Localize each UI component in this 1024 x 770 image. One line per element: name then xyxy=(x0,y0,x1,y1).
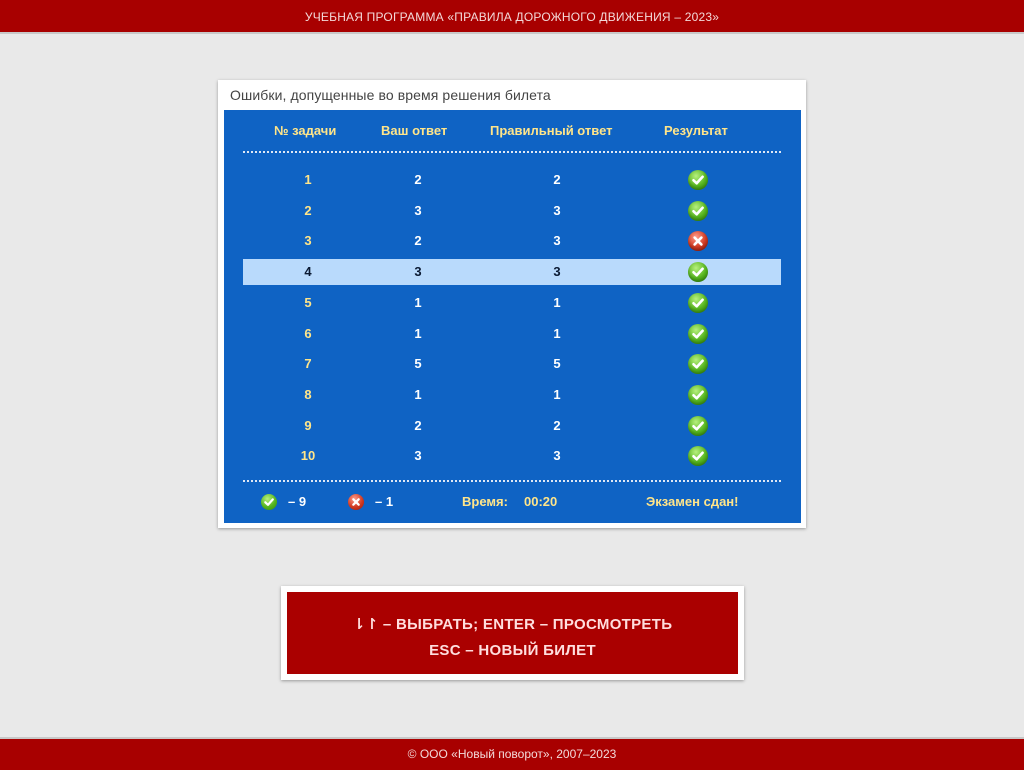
controls-hint-new-ticket: ESC – НОВЫЙ БИЛЕТ xyxy=(429,642,596,659)
controls-hint-panel xyxy=(287,592,738,674)
correct-answer: 2 xyxy=(553,172,561,187)
controls-box xyxy=(281,586,744,680)
correct-answer: 3 xyxy=(553,448,561,463)
task-number: 8 xyxy=(304,387,312,402)
your-answer: 3 xyxy=(414,448,422,463)
time-label: Время: xyxy=(462,494,508,509)
header-divider xyxy=(243,151,781,153)
wrong-summary-icon xyxy=(348,494,364,510)
correct-answer: 3 xyxy=(553,233,561,248)
table-row[interactable] xyxy=(243,382,781,408)
check-circle-icon xyxy=(688,354,708,374)
task-number: 6 xyxy=(304,326,312,341)
check-circle-icon xyxy=(688,262,708,282)
cross-circle-icon xyxy=(688,231,708,251)
check-circle-icon xyxy=(688,324,708,344)
your-answer: 1 xyxy=(414,326,422,341)
check-circle-icon xyxy=(688,201,708,221)
exam-status: Экзамен сдан! xyxy=(646,494,739,509)
correct-summary-icon xyxy=(261,494,277,510)
table-row[interactable] xyxy=(243,321,781,347)
check-circle-icon xyxy=(688,293,708,313)
correct-answer: 1 xyxy=(553,295,561,310)
table-row[interactable] xyxy=(243,259,781,285)
copyright: © ООО «Новый поворот», 2007–2023 xyxy=(407,747,617,761)
task-number: 1 xyxy=(304,172,312,187)
your-answer: 2 xyxy=(414,233,422,248)
your-answer: 1 xyxy=(414,387,422,402)
footer-bar xyxy=(0,737,1024,770)
task-number: 10 xyxy=(300,448,316,463)
results-table xyxy=(224,110,801,523)
table-row[interactable] xyxy=(243,167,781,193)
col-header-your-answer: Ваш ответ xyxy=(381,123,448,138)
task-number: 7 xyxy=(304,356,312,371)
time-value: 00:20 xyxy=(524,494,558,509)
table-row[interactable] xyxy=(243,443,781,469)
correct-answer: 3 xyxy=(553,264,561,279)
app-title: УЧЕБНАЯ ПРОГРАММА «ПРАВИЛА ДОРОЖНОГО ДВИЖЕНИЯ – 2023» xyxy=(304,10,720,24)
task-number: 2 xyxy=(304,203,312,218)
footer-divider xyxy=(243,480,781,482)
your-answer: 2 xyxy=(414,172,422,187)
your-answer: 1 xyxy=(414,295,422,310)
table-row[interactable] xyxy=(243,413,781,439)
check-circle-icon xyxy=(688,170,708,190)
col-header-result: Результат xyxy=(664,123,728,138)
your-answer: 2 xyxy=(414,418,422,433)
correct-answer: 1 xyxy=(553,326,561,341)
table-row[interactable] xyxy=(243,290,781,316)
your-answer: 3 xyxy=(414,203,422,218)
panel-title: Ошибки, допущенные во время решения билета xyxy=(230,87,551,103)
correct-answer: 3 xyxy=(553,203,561,218)
controls-hint-select-view: ⇂↾ – ВЫБРАТЬ; ENTER – ПРОСМОТРЕТЬ xyxy=(352,616,673,633)
correct-count: – 9 xyxy=(288,494,307,509)
wrong-count: – 1 xyxy=(375,494,394,509)
check-circle-icon xyxy=(688,385,708,405)
your-answer: 5 xyxy=(414,356,422,371)
correct-answer: 1 xyxy=(553,387,561,402)
results-panel xyxy=(218,80,806,528)
table-row[interactable] xyxy=(243,228,781,254)
task-number: 3 xyxy=(304,233,312,248)
col-header-correct-answer: Правильный ответ xyxy=(490,123,613,138)
check-circle-icon xyxy=(688,446,708,466)
app-title-bar xyxy=(0,0,1024,34)
your-answer: 3 xyxy=(414,264,422,279)
col-header-task-number: № задачи xyxy=(274,123,337,138)
correct-answer: 5 xyxy=(553,356,561,371)
correct-answer: 2 xyxy=(553,418,561,433)
table-row[interactable] xyxy=(243,198,781,224)
task-number: 5 xyxy=(304,295,312,310)
check-circle-icon xyxy=(688,416,708,436)
task-number: 4 xyxy=(304,264,312,279)
task-number: 9 xyxy=(304,418,312,433)
table-row[interactable] xyxy=(243,351,781,377)
